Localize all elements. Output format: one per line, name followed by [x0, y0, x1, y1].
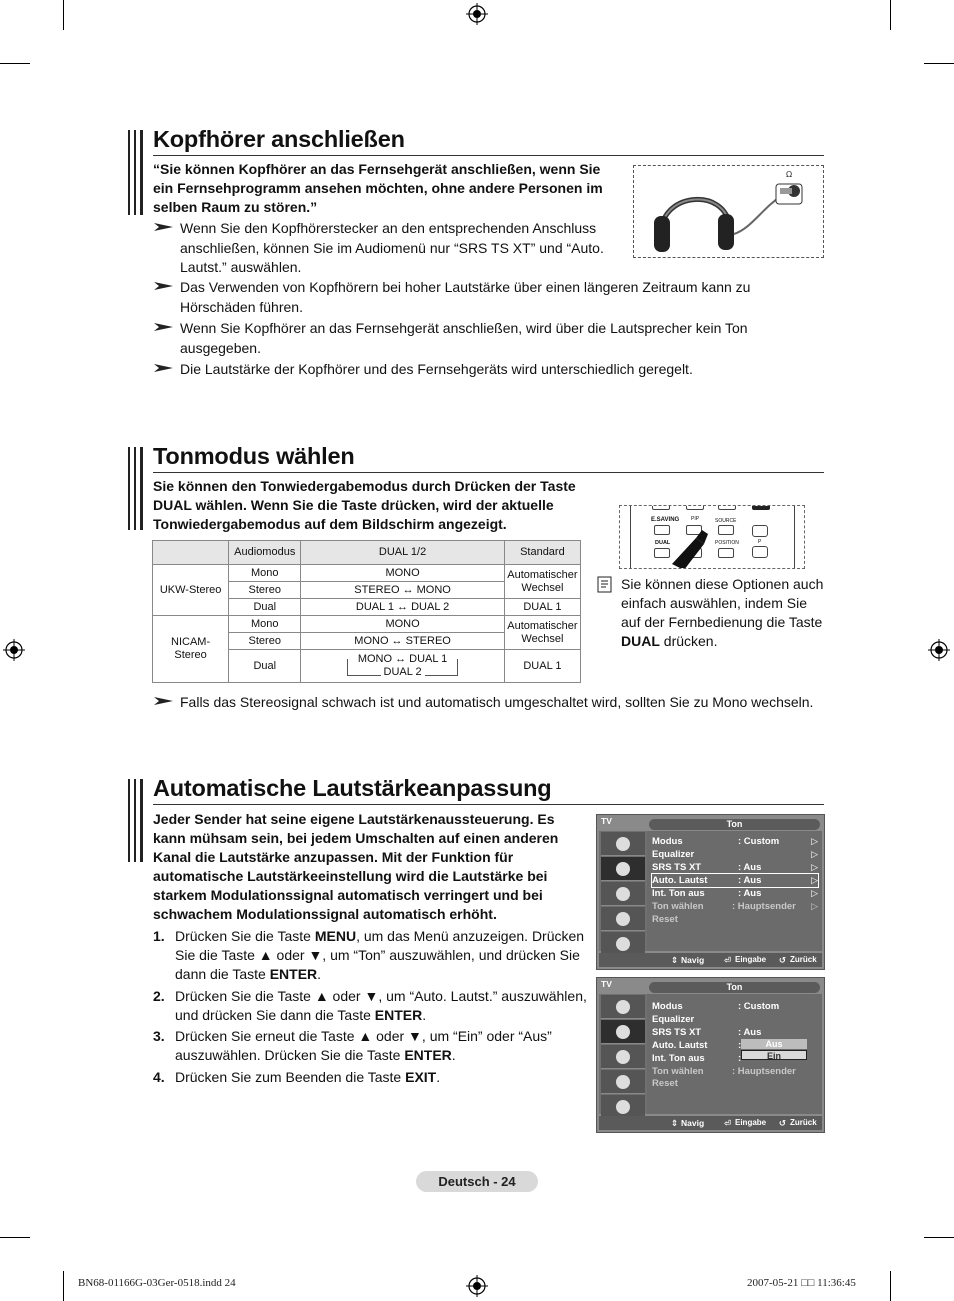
section-rule	[153, 472, 824, 473]
osd-option-ein[interactable]: Ein	[741, 1050, 807, 1060]
osd-item-label: Ton wählen	[652, 901, 704, 912]
table-cell	[301, 650, 504, 683]
osd-menu-title: Ton	[649, 982, 820, 993]
osd-menu-item[interactable]	[652, 887, 818, 900]
step-text: .	[422, 1007, 427, 1023]
table-cell-system: NICAM-Stereo	[153, 616, 229, 683]
cycle-text: DUAL 2	[381, 666, 425, 678]
table-cell: Stereo	[229, 582, 301, 599]
table-header-cell: Standard	[504, 541, 580, 565]
step-key: EXIT	[405, 1069, 437, 1085]
osd-tv-label: TV	[601, 979, 612, 989]
step-text: Drücken Sie die Taste	[175, 928, 315, 944]
tip-text: drücken.	[659, 633, 718, 649]
auto-label: Wechsel	[521, 581, 564, 594]
osd-item-label: Modus	[652, 1001, 683, 1012]
osd-footer-navig: Navig	[681, 1118, 705, 1128]
navig-icon: ⇕	[671, 1118, 679, 1128]
osd-setup-icon	[601, 907, 645, 931]
crop-mark	[890, 0, 891, 30]
section-rule	[153, 804, 824, 805]
osd-item-value: : Aus	[738, 888, 762, 899]
enter-icon: ⏎	[724, 1118, 732, 1128]
table-header-cell: Audiomodus	[229, 541, 301, 565]
osd-item-label: Int. Ton aus	[652, 1053, 705, 1064]
table-header-row	[153, 541, 581, 565]
osd-item-value: : Hauptsender	[732, 901, 796, 912]
osd-sidebar	[599, 831, 647, 951]
remote-button	[752, 525, 768, 537]
table-cell: Stereo	[229, 633, 301, 650]
crop-mark	[890, 1271, 891, 1301]
step-text: .	[451, 1047, 456, 1063]
note-text: Das Verwenden von Kopfhörern bei hoher Lautstärke über einen längeren Zeitraum kann zu Hörschäden führen.	[180, 279, 751, 315]
table-cell: DUAL 1 ↔ DUAL 2	[301, 599, 504, 616]
note-item	[153, 319, 823, 358]
tip-key: DUAL	[621, 633, 660, 649]
osd-sound-icon	[601, 857, 645, 881]
table-cell: MONO	[301, 565, 504, 582]
osd-item-label: Equalizer	[652, 1014, 695, 1025]
table-cell: DUAL 1	[504, 599, 580, 616]
note-item	[153, 219, 618, 278]
section-title: Automatische Lautstärkeanpassung	[153, 775, 552, 801]
osd-item-label: Int. Ton aus	[652, 888, 705, 899]
note-arrow-icon	[153, 221, 175, 233]
section-title: Tonmodus wählen	[153, 443, 355, 469]
osd-menu-item[interactable]	[652, 1000, 818, 1013]
osd-menu-item[interactable]	[652, 900, 818, 913]
remote-edge	[794, 506, 795, 569]
crop-mark	[924, 63, 954, 64]
registration-mark-icon	[3, 639, 25, 661]
osd-item-label: Modus	[652, 836, 683, 847]
section-bar	[128, 447, 144, 530]
crop-mark	[63, 0, 64, 30]
osd-item-value: : Hauptsender	[732, 1066, 796, 1077]
note-item	[153, 360, 823, 380]
auto-label: Wechsel	[521, 632, 564, 645]
section1-intro: “Sie können Kopfhörer an das Fernsehgerät anschließen, wenn Sie ein Fernsehprogramm ansehen möchten, ohne andere Personen im selben Raum zu stören.”	[153, 161, 603, 215]
table-row	[153, 565, 581, 582]
remote-button	[718, 548, 734, 558]
table-cell: STEREO ↔ MONO	[301, 582, 504, 599]
table-row	[153, 616, 581, 633]
osd-tv-label: TV	[601, 816, 612, 826]
osd-item-label: Reset	[652, 1078, 678, 1089]
osd-item-label: SRS TS XT	[652, 1027, 702, 1038]
osd-arrow-icon: ▷	[811, 901, 818, 911]
remote-edge	[630, 506, 631, 569]
navig-icon: ⇕	[671, 955, 679, 965]
print-slug-date: 2007-05-21 □□ 11:36:45	[747, 1277, 856, 1289]
osd-item-value: : Custom	[738, 836, 780, 847]
osd-arrow-icon: ▷	[811, 849, 818, 859]
crop-mark	[924, 1237, 954, 1238]
tip-note-icon	[597, 576, 613, 593]
osd-footer	[599, 1116, 822, 1130]
remote-button	[718, 525, 734, 535]
osd-footer-navig: Navig	[681, 955, 705, 965]
osd-item-value: : Aus	[738, 875, 762, 886]
dual-mode-table	[152, 540, 581, 683]
note-arrow-icon	[153, 280, 175, 292]
osd-footer-enter: Eingabe	[735, 1118, 767, 1127]
osd-item-label: Reset	[652, 914, 678, 925]
table-header-cell	[153, 541, 229, 565]
step-number: 2.	[153, 988, 165, 1004]
registration-mark-icon	[466, 1275, 488, 1297]
remote-label: SOURCE	[715, 518, 737, 524]
table-cell: Mono	[229, 565, 301, 582]
osd-menu-item[interactable]	[652, 913, 818, 926]
section2-intro: Sie können den Tonwiedergabemodus durch Drücken der Taste DUAL wählen. Wenn Sie die Taste drücken, wird der aktuelle Tonwiedergabemodus auf dem Bildschirm angezeigt.	[153, 478, 576, 532]
table-cell-standard	[504, 616, 580, 650]
step-item	[153, 987, 598, 1025]
table-header-cell: DUAL 1/2	[301, 541, 504, 565]
osd-item-value: : Aus	[738, 1027, 762, 1038]
remote-top-buttons	[652, 505, 772, 511]
svg-text:Ω: Ω	[786, 170, 793, 179]
osd-menu-item[interactable]	[652, 848, 818, 861]
osd-item-label: Equalizer	[652, 849, 695, 860]
osd-option-aus[interactable]: Aus	[741, 1039, 807, 1049]
step-text: , um das Menü anzuzeigen. Drücken Sie die Taste ▲ oder ▼, um “Ton” auszuwählen, und drücken Sie dann die Taste	[175, 928, 585, 982]
note-item	[153, 278, 823, 317]
remote-label: DUAL	[655, 540, 671, 546]
osd-item-colon: :	[738, 1040, 742, 1051]
remote-button	[654, 548, 670, 558]
note-arrow-icon	[153, 695, 175, 707]
cycle-text: MONO ↔ DUAL 1	[355, 653, 450, 665]
remote-tip	[621, 575, 826, 651]
section-rule	[153, 155, 824, 156]
osd-sidebar	[599, 994, 647, 1114]
step-number: 3.	[153, 1028, 165, 1044]
section3-intro: Jeder Sender hat seine eigene Lautstärkenaussteuerung. Es kann mühsam sein, bei jedem Umschalten auf einen anderen Kanal die Lautstärke anzupassen. Mit der Funktion für automatische Lautstärkeeinstellung wird die Lautstärke bei starkem Modulationssignal automatisch verringert und bei schwachem Modulationssignal automatisch erhöht.	[153, 811, 559, 922]
remote-label: POSITION	[715, 540, 739, 546]
section-bar	[128, 130, 144, 215]
remote-label: P	[758, 539, 762, 545]
osd-menu-item[interactable]	[652, 861, 818, 874]
remote-control-illustration	[619, 505, 805, 569]
osd-menu-item[interactable]	[652, 835, 818, 848]
remote-button	[752, 546, 768, 558]
osd-arrow-icon: ▷	[811, 875, 818, 885]
step-text: .	[317, 966, 322, 982]
note-text: Wenn Sie Kopfhörer an das Fernsehgerät anschließen, wird über die Lautsprecher kein Ton ausgegeben.	[180, 320, 748, 356]
step-text: Drücken Sie erneut die Taste ▲ oder ▼, um “Ein” oder “Aus” auszuwählen. Drücken Sie die Taste	[175, 1028, 552, 1063]
osd-arrow-icon: ▷	[811, 888, 818, 898]
table-cell: MONO	[301, 616, 504, 633]
note-item	[153, 693, 833, 713]
osd-item-label: Ton wählen	[652, 1066, 704, 1077]
table-cell: Mono	[229, 616, 301, 633]
step-text: .	[436, 1069, 441, 1085]
crop-mark	[63, 1271, 64, 1301]
osd-setup-icon	[601, 1070, 645, 1094]
auto-label: Automatischer	[507, 568, 578, 581]
note-text: Die Lautstärke der Kopfhörer und des Fernsehgeräts wird unterschiedlich geregelt.	[180, 361, 693, 377]
pointing-hand-icon	[670, 524, 720, 569]
page-number-badge: Deutsch - 24	[416, 1171, 538, 1192]
osd-item-label: Auto. Lautst	[652, 1040, 708, 1051]
osd-item-value: : Custom	[738, 1001, 780, 1012]
headphones-illustration	[633, 165, 824, 258]
registration-mark-icon	[928, 639, 950, 661]
note-text: Falls das Stereosignal schwach ist und automatisch umgeschaltet wird, sollten Sie zu Mono wechseln.	[180, 694, 814, 710]
return-icon: ↺	[779, 1118, 787, 1128]
step-item	[153, 1027, 593, 1065]
osd-screen-sound-menu	[596, 814, 825, 970]
registration-mark-icon	[466, 3, 488, 25]
crop-mark	[0, 1237, 30, 1238]
remote-button	[654, 525, 670, 535]
osd-item-label: SRS TS XT	[652, 862, 702, 873]
osd-picture-icon	[601, 832, 645, 856]
osd-menu-item[interactable]	[652, 1026, 818, 1039]
osd-channel-icon	[601, 1045, 645, 1069]
table-cell-system: UKW-Stereo	[153, 565, 229, 616]
step-item	[153, 1068, 593, 1087]
return-icon: ↺	[779, 955, 787, 965]
table-cell: DUAL 1	[504, 650, 580, 683]
print-slug-file: BN68-01166G-03Ger-0518.indd 24	[78, 1277, 236, 1289]
osd-menu-title: Ton	[649, 819, 820, 830]
step-key: MENU	[314, 928, 357, 944]
note-text: Wenn Sie den Kopfhörerstecker an den entsprechenden Anschluss anschließen, können Sie im Audiomenü nur “SRS TS XT” und “Auto. Lautst.” auswählen.	[180, 220, 604, 275]
step-text: Drücken Sie die Taste ▲ oder ▼, um “Auto. Lautst.” auszuwählen, und drücken Sie dann die Taste	[175, 988, 587, 1023]
note-arrow-icon	[153, 321, 175, 333]
section-bar	[128, 779, 144, 862]
step-item	[153, 927, 593, 984]
table-cell: Dual	[229, 650, 301, 683]
osd-screen-auto-volume	[596, 977, 825, 1133]
enter-icon: ⏎	[724, 955, 732, 965]
osd-channel-icon	[601, 882, 645, 906]
table-cell: MONO ↔ STEREO	[301, 633, 504, 650]
step-number: 1.	[153, 928, 165, 944]
step-key: ENTER	[404, 1047, 452, 1063]
step-number: 4.	[153, 1069, 165, 1085]
osd-footer-enter: Eingabe	[735, 955, 767, 964]
headphones-icon	[634, 166, 823, 257]
osd-item-value: : Aus	[738, 862, 762, 873]
osd-footer-return: Zurück	[790, 1118, 817, 1127]
osd-menu-item[interactable]	[652, 1077, 818, 1090]
section-title: Kopfhörer anschließen	[153, 126, 405, 152]
step-key: ENTER	[374, 1007, 423, 1023]
osd-arrow-icon: ▷	[811, 862, 818, 872]
table-cell-standard	[504, 565, 580, 599]
osd-footer	[599, 953, 822, 967]
osd-menu-item[interactable]	[652, 1013, 818, 1026]
osd-sound-icon	[601, 1020, 645, 1044]
note-arrow-icon	[153, 362, 175, 374]
remote-label: PIP	[691, 516, 700, 522]
auto-label: Automatischer	[507, 619, 578, 632]
osd-item-colon: :	[738, 1053, 742, 1064]
step-text: Drücken Sie zum Beenden die Taste	[175, 1069, 406, 1085]
osd-picture-icon	[601, 995, 645, 1019]
osd-item-label: Auto. Lautst	[652, 875, 708, 886]
step-key: ENTER	[269, 966, 318, 982]
osd-footer-return: Zurück	[790, 955, 817, 964]
crop-mark	[0, 63, 30, 64]
table-cell: Dual	[229, 599, 301, 616]
osd-menu-item-selected[interactable]	[652, 874, 818, 887]
remote-label: E.SAVING	[651, 517, 680, 523]
tip-text: Sie können diese Optionen auch einfach auswählen, indem Sie auf der Fernbedienung die Taste	[621, 576, 824, 630]
osd-arrow-icon: ▷	[811, 836, 818, 846]
